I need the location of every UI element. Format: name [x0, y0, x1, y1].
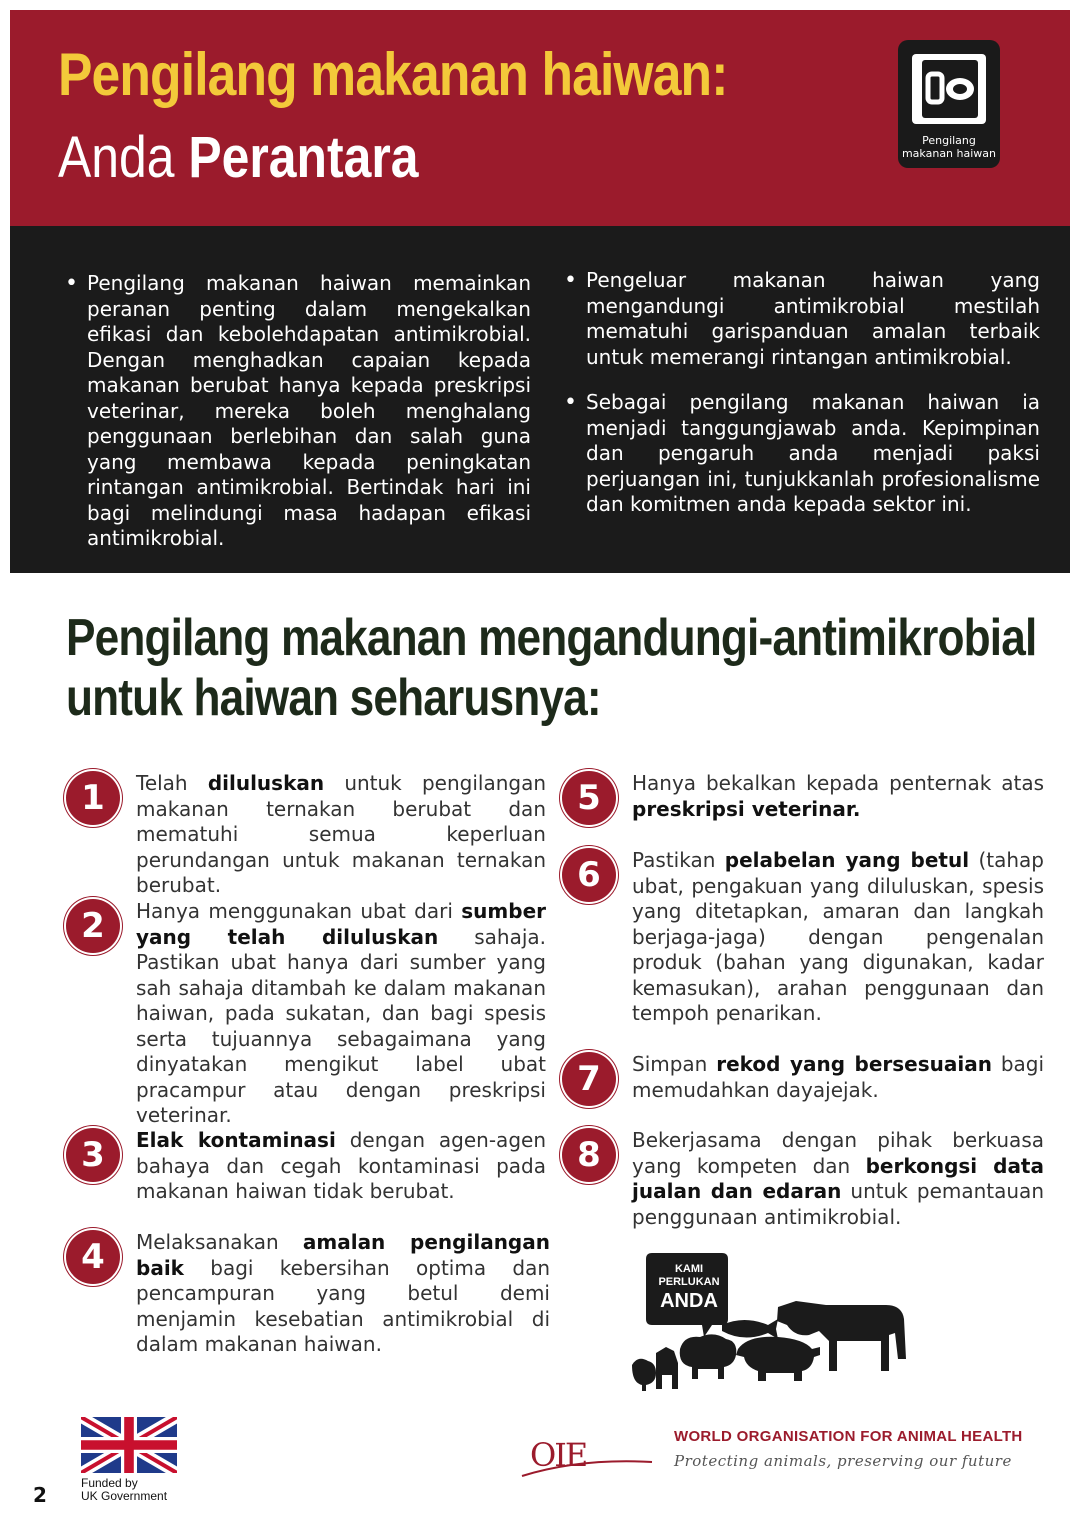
item-text-bold: pelabelan yang betul	[724, 848, 970, 872]
item-text	[632, 848, 1044, 1027]
uk-flag-icon	[81, 1417, 177, 1473]
item-text-part: untuk pengilangan makanan ternakan berubat dan mematuhi semua keperluan perundangan untuk makanan ternakan berubat.	[136, 771, 547, 897]
item-text	[136, 771, 546, 899]
item-text-part: bagi kebersihan optima dan pencampuran yang betul demi menjamin kesebatian antimikrobial di dalam makanan haiwan.	[136, 1255, 550, 1356]
item-text-part: Melaksanakan	[136, 1230, 303, 1254]
section-heading	[66, 608, 1036, 728]
section-heading-line2: untuk haiwan seharusnya:	[66, 669, 601, 727]
intro-right-column	[564, 268, 1040, 538]
item-text-part: Simpan	[632, 1052, 717, 1076]
item-text-bold: amalan pengilangan baik	[136, 1230, 550, 1280]
item-text	[136, 1230, 550, 1358]
feed-bag-badge	[898, 40, 1000, 168]
item-number: 8	[562, 1128, 616, 1182]
item-text-bold: diluluskan	[207, 771, 325, 795]
bubble-line1: KAMI	[674, 1263, 704, 1275]
item-text	[632, 771, 1044, 822]
pig-icon	[736, 1337, 820, 1381]
feed-bag-icon	[898, 44, 1000, 134]
item-text-part: sahaja. Pastikan ubat hanya dari sumber yang sah sahaja ditambah ke dalam makanan haiwan, pada sukatan, dan bagi spesis serta tujuannya sebagaimana yang dinyatakan mengikut label ubat pracampur atau dengan preskripsi veterinar.	[136, 924, 546, 1127]
item-text	[136, 1128, 546, 1205]
oie-logo	[520, 1418, 660, 1478]
item-text-part: Hanya menggunakan ubat dari	[136, 899, 462, 923]
org-name: WORLD ORGANISATION FOR ANIMAL HEALTH	[674, 1428, 1023, 1445]
item-text	[136, 899, 546, 1129]
fish-icon	[722, 1319, 778, 1339]
page-title: Pengilang makanan haiwan:	[58, 41, 728, 108]
item-text	[632, 1052, 1044, 1103]
funded-line2: UK Government	[81, 1489, 168, 1503]
page-subtitle	[58, 124, 419, 191]
item-text-bold: Elak kontaminasi	[136, 1128, 336, 1152]
badge-label-line1: Pengilang	[922, 134, 976, 147]
item-text-part: Telah	[136, 771, 208, 795]
item-number: 4	[66, 1230, 120, 1284]
item-text-bold: sumber yang telah diluluskan	[136, 899, 546, 949]
bubble-line2: PERLUKAN	[658, 1276, 720, 1288]
item-text-part: dengan agen-agen bahaya dan cegah kontaminasi pada makanan haiwan tidak berubat.	[136, 1128, 546, 1203]
oie-logo-text: OIE	[530, 1423, 587, 1477]
dog-icon	[656, 1347, 678, 1389]
item-text-part: Bekerjasama dengan pihak berkuasa yang kompeten dan	[632, 1128, 1044, 1178]
item-number: 5	[562, 771, 616, 825]
intro-bullet: • Pengeluar makanan haiwan yang mengandungi antimikrobial mestilah mematuhi garispanduan amalan terbaik untuk memerangi rintangan antimikrobial.	[564, 268, 1040, 370]
funded-line1: Funded by	[81, 1476, 138, 1490]
speech-bubble-text	[650, 1263, 728, 1313]
intro-left-column	[65, 271, 531, 572]
item-text-part: Pastikan	[632, 848, 725, 872]
item-text-bold: berkongsi data jualan dan edaran	[632, 1153, 1044, 1203]
item-text-bold: preskripsi veterinar.	[632, 796, 861, 821]
intro-bullet: • Sebagai pengilang makanan haiwan ia menjadi tanggungjawab anda. Kepimpinan dan pengaruh anda menjadi paksi perjuangan ini, tunjukkanlah profesionalisme dan komitmen anda kepada sektor ini.	[564, 390, 1040, 518]
item-text-bold: rekod yang bersesuaian	[716, 1052, 992, 1076]
item-number: 6	[562, 848, 616, 902]
item-number: 7	[562, 1052, 616, 1106]
badge-label	[898, 134, 1000, 160]
item-text-part: Hanya bekalkan kepada penternak atas	[632, 771, 1044, 795]
item-number: 2	[66, 899, 120, 953]
chicken-icon	[632, 1359, 656, 1391]
subtitle-plain: Anda	[58, 125, 189, 190]
bubble-line3: ANDA	[660, 1290, 718, 1312]
item-number: 1	[66, 771, 120, 825]
sheep-icon	[680, 1334, 737, 1379]
org-tagline: Protecting animals, preserving our future	[674, 1452, 1012, 1470]
item-text-part: bagi memudahkan dayajejak.	[632, 1052, 1045, 1102]
subtitle-bold: Perantara	[188, 125, 419, 190]
funded-by	[81, 1477, 167, 1503]
intro-bullet: • Pengilang makanan haiwan memainkan peranan penting dalam mengekalkan efikasi dan kebolehdapatan antimikrobial. Dengan menghadkan capaian kepada makanan berubat hanya kepada preskripsi veterinar, mereka boleh menghalang penggunaan berlebihan dan salah guna yang membawa kepada peningkatan rintangan antimikrobial. Bertindak hari ini bagi melindungi masa hadapan efikasi antimikrobial.	[65, 271, 531, 552]
item-text-part: untuk pemantauan penggunaan antimikrobial.	[632, 1179, 1044, 1229]
intro-panel	[10, 226, 1070, 573]
item-text-part: (tahap ubat, pengakuan yang diluluskan, spesis yang ditetapkan, amaran dan langkah berjaga-jaga) dengan pengenalan produk (bahan yang digunakan, kadar kemasukan), arahan penggunaan dan tempoh penarikan.	[632, 848, 1044, 1025]
page-number: 2	[33, 1483, 47, 1507]
item-text	[632, 1128, 1044, 1230]
item-number: 3	[66, 1128, 120, 1182]
section-heading-line1: Pengilang makanan mengandungi-antimikrobial	[66, 609, 1037, 667]
badge-label-line2: makanan haiwan	[901, 147, 997, 160]
